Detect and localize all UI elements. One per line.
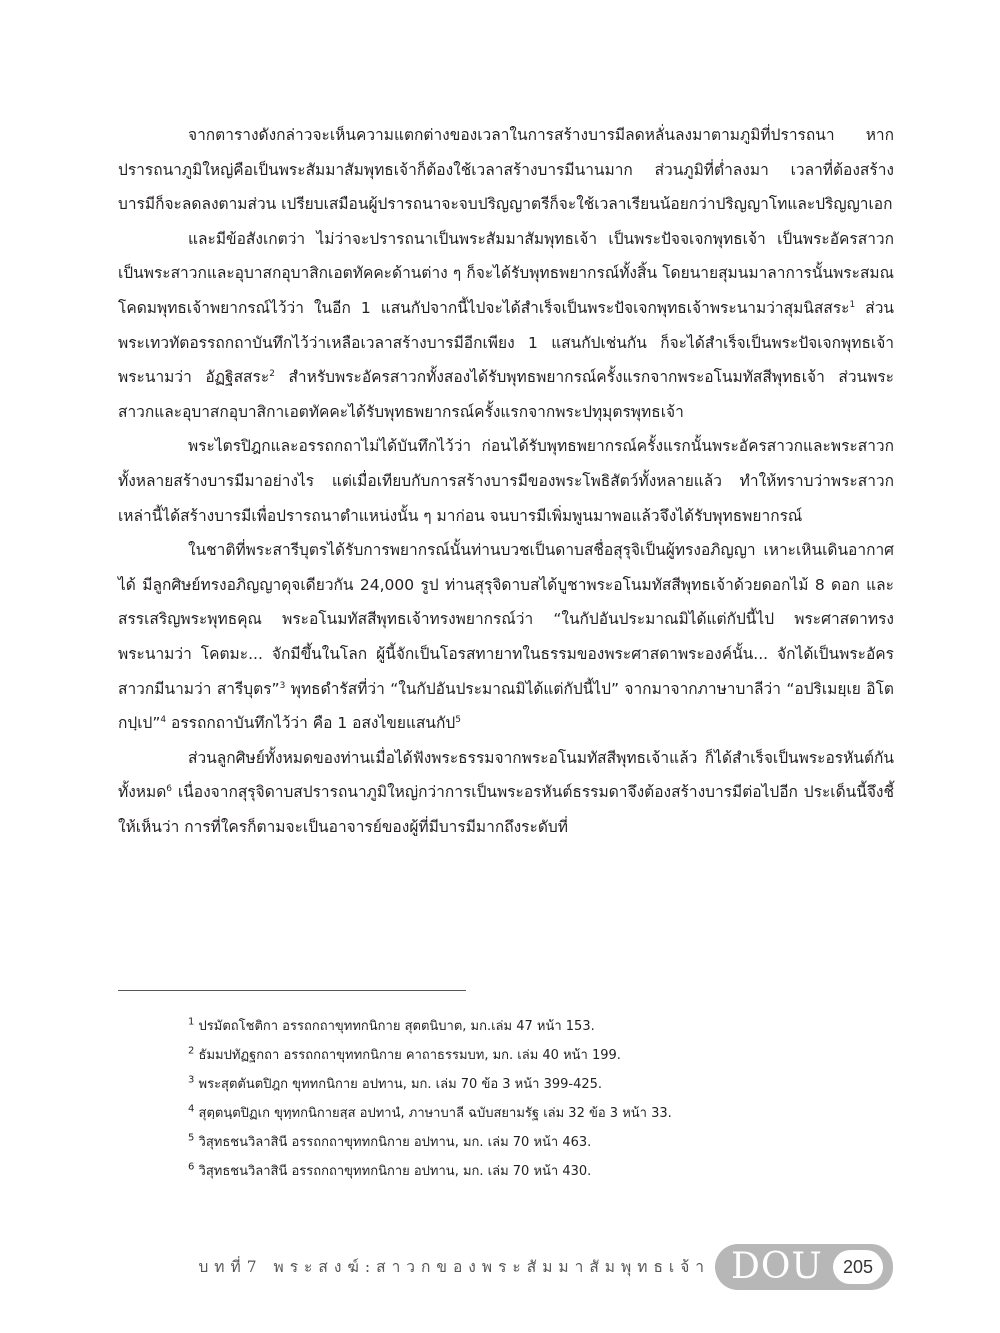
footnote-ref-3[interactable]: 3 [279,680,286,691]
paragraph-5-text-a: ส่วนลูกศิษย์ทั้งหมดของท่านเมื่อได้ฟังพระธรรมจากพระอโนมทัสสีพุทธเจ้าแล้ว ก็ได้สำเร็จเป็นพระอรหันต์กันทั้งหมด [118,748,894,802]
paragraph-3-text: พระไตรปิฎกและอรรถกถาไม่ได้บันทึกไว้ว่า ก่อนได้รับพุทธพยากรณ์ครั้งแรกนั้นพระอัครสาวกและพระสาวกทั้งหลายสร้างบารมีมาอย่างไร แต่เมื่อเทียบกับการสร้างบารมีของพระโพธิสัตว์ทั้งหลายแล้ว ทำให้ทราบว่าพระสาวกเหล่านี้ได้สร้างบารมีเพื่อปรารถนาตำแหน่งนั้น ๆ มาก่อน จนบารมีเพิ่มพูนมาพอแล้วจึงได้รับพุทธพยากรณ์ [118,437,894,525]
footnote-ref-6[interactable]: 6 [166,784,173,795]
paragraph-5 [118,741,894,845]
footnote-text: วิสุทธชนวิลาสินี อรรถกถาขุททกนิกาย อปทาน, มก. เล่ม 70 หน้า 430. [198,1164,592,1179]
footnote-2 [188,1041,894,1070]
footnote-ref-5[interactable]: 5 [455,714,461,725]
footnote-ref-2[interactable]: 2 [269,369,275,379]
footnote-text: ธัมมปทัฏฐกถา อรรถกถาขุททกนิกาย คาถาธรรมบท, มก. เล่ม 40 หน้า 199. [198,1048,621,1063]
paragraph-2-text-a: และมีข้อสังเกตว่า ไม่ว่าจะปรารถนาเป็นพระสัมมาสัมพุทธเจ้า เป็นพระปัจจเจกพุทธเจ้า เป็นพระอัครสาวก เป็นพระสาวกและอุบาสกอุบาสิกเอตทัคคะด้านต่าง ๆ ก็จะได้รับพุทธพยากรณ์ทั้งสิ้น โดยนายสุมนมาลาการนั้นพระสมณโคดมพุทธเจ้าพยากรณ์ไว้ว่า ในอีก 1 แสนกัปจากนี้ไปจะได้สำเร็จเป็นพระปัจเจกพุทธเจ้าพระนามว่าสุมนิสสระ [118,229,894,317]
paragraph-4-text-a: ในชาติที่พระสารีบุตรได้รับการพยากรณ์นั้นท่านบวชเป็นดาบสชื่อสุรุจิเป็นผู้ทรงอภิญญา เหาะเหินเดินอากาศได้ มีลูกศิษย์ทรงอภิญญาดุจเดียวกัน 24,000 รูป ท่านสุรุจิดาบสได้บูชาพระอโนมทัสสีพุทธเจ้าด้วยดอกไม้ 8 ดอก และสรรเสริญพระพุทธคุณ พระอโนมทัสสีพุทธเจ้าทรงพยากรณ์ว่า “ในกัปอันประมาณมิได้แต่กัปนี้ไป พระศาสดาทรงพระนามว่า โคตมะ... จักมีขึ้นในโลก ผู้นี้จักเป็นโอรสทายาทในธรรมของพระศาสดาพระองค์นั้น... จักได้เป็นพระอัครสาวกมีนามว่า สารีบุตร” [118,541,894,698]
footnote-number: 4 [188,1103,195,1115]
paragraph-2 [118,222,894,430]
footnote-text: วิสุทธชนวิลาสินี อรรถกถาขุททกนิกาย อปทาน, มก. เล่ม 70 หน้า 463. [198,1135,592,1150]
footnote-number: 6 [188,1161,195,1173]
chapter-title: บทที่7 พระสงฆ์:สาวกของพระสัมมาสัมพุทธเจ้า [198,1258,710,1276]
paragraph-4-text-c: อรรถกถาบันทึกไว้ว่า คือ 1 อสงไขยแสนกัป [166,714,456,733]
dou-logo: DOU [731,1246,823,1287]
paragraph-1 [118,118,894,222]
paragraph-5-text-b: เนื่องจากสุรุจิดาบสปรารถนาภูมิใหญ่กว่าการเป็นพระอรหันต์ธรรมดาจึงต้องสร้างบารมีต่อไปอีก ประเด็นนี้จึงชี้ให้เห็นว่า การที่ใครก็ตามจะเป็นอาจารย์ของผู้ที่มีบารมีมากถึงระดับที่ [118,783,894,836]
footnote-ref-1[interactable]: 1 [849,299,856,310]
footnote-number: 3 [188,1074,195,1086]
footnote-6 [188,1157,894,1186]
paragraph-1-text: จากตารางดังกล่าวจะเห็นความแตกต่างของเวลาในการสร้างบารมีลดหลั่นลงมาตามภูมิที่ปรารถนา หากปรารถนาภูมิใหญ่คือเป็นพระสัมมาสัมพุทธเจ้าก็ต้องใช้เวลาสร้างบารมีนานมาก ส่วนภูมิที่ต่ำลงมา เวลาที่ต้องสร้างบารมีก็จะลดลงตามส่วน เปรียบเสมือนผู้ปรารถนาจะจบปริญญาตรีก็จะใช้เวลาเรียนน้อยกว่าปริญญาโทและปริญญาเอก [118,126,894,214]
paragraph-2-text-b: ส่วนพระเทวทัตอรรถกถาบันทึกไว้ว่าเหลือเวลาสร้างบารมีอีกเพียง 1 แสนกัปเช่นกัน ก็จะได้สำเร็จเป็นพระปัจเจกพุทธเจ้าพระนามว่า อัฏฐิสสระ [118,298,894,387]
dou-badge [715,1244,893,1290]
footnote-divider [118,990,466,991]
footnote-1 [188,1012,894,1041]
page-footer [0,1240,1000,1300]
paragraph-4-text-b: พุทธดำรัสที่ว่า “ในกัปอันประมาณมิได้แต่กัปนี้ไป” จากมาจากภาษาบาลีว่า “อปริเมยฺเย อิโต กปฺเป” [118,679,894,733]
page-number: 205 [833,1250,883,1284]
paragraph-2-text-c: สำหรับพระอัครสาวกทั้งสองได้รับพุทธพยากรณ์ครั้งแรกจากพระอโนมทัสสีพุทธเจ้า ส่วนพระสาวกและอุบาสกอุบาสิกาเอตทัคคะได้รับพุทธพยากรณ์ครั้งแรกจากพระปทุมุตรพุทธเจ้า [118,368,895,421]
footnote-4 [188,1099,894,1128]
footnotes [188,1012,894,1186]
footnote-3 [188,1070,894,1099]
footnote-text: ปรมัตถโชติกา อรรถกถาขุททกนิกาย สุตตนิบาต, มก.เล่ม 47 หน้า 153. [198,1019,595,1034]
footnote-number: 1 [188,1016,195,1028]
footnote-text: สุตฺตนฺตปิฏเก ขุทฺทกนิกายสฺส อปทานํ, ภาษาบาลี ฉบับสยามรัฐ เล่ม 32 ข้อ 3 หน้า 33. [198,1106,672,1121]
body-text [118,118,894,844]
footnote-ref-4[interactable]: 4 [160,714,167,725]
footnote-5 [188,1128,894,1157]
footnote-number: 5 [188,1132,195,1144]
footnote-text: พระสุตตันตปิฎก ขุททกนิกาย อปทาน, มก. เล่ม 70 ข้อ 3 หน้า 399-425. [198,1077,603,1092]
footnote-number: 2 [188,1045,195,1057]
paragraph-4 [118,533,894,741]
paragraph-3 [118,429,894,533]
